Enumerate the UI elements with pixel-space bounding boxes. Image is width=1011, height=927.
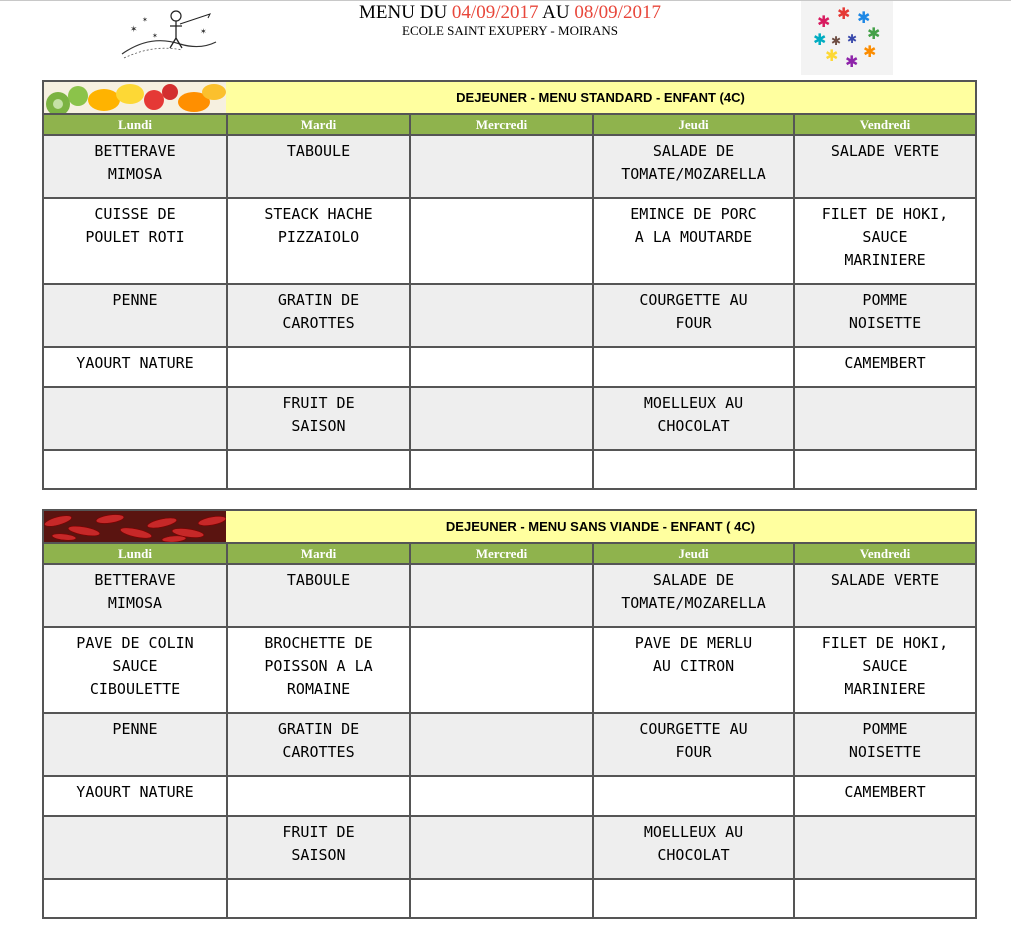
menu-cell — [411, 714, 594, 775]
day-thursday: Jeudi — [594, 115, 795, 134]
table-row — [44, 346, 975, 386]
svg-text:✱: ✱ — [847, 32, 858, 46]
svg-text:✶: ✶ — [130, 25, 138, 35]
page-title — [300, 2, 720, 24]
table-row — [44, 563, 975, 626]
table-row — [44, 626, 975, 712]
little-prince-logo — [120, 4, 218, 66]
table-row — [44, 815, 975, 878]
menu-cell: PAVE DE COLIN SAUCE CIBOULETTE — [44, 628, 228, 712]
menu-cell: BETTERAVE MIMOSA — [44, 136, 228, 197]
menu-banner — [44, 511, 975, 544]
day-header-row — [44, 115, 975, 134]
menu-cell — [795, 817, 975, 878]
menu-cell: TABOULE — [228, 136, 411, 197]
menu-cell — [411, 451, 594, 488]
menu-cell: GRATIN DE CAROTTES — [228, 285, 411, 346]
school-name: ECOLE SAINT EXUPERY - MOIRANS — [402, 23, 618, 38]
table-row — [44, 197, 975, 283]
menu-cell — [795, 388, 975, 449]
menu-cell: SALADE VERTE — [795, 565, 975, 626]
menu-cell: PAVE DE MERLU AU CITRON — [594, 628, 795, 712]
svg-text:✶: ✶ — [142, 16, 148, 24]
menu-cell: EMINCE DE PORC A LA MOUTARDE — [594, 199, 795, 283]
menu-cell: STEACK HACHE PIZZAIOLO — [228, 199, 411, 283]
table-row — [44, 878, 975, 917]
day-monday: Lundi — [44, 544, 228, 563]
menu-cell — [411, 199, 594, 283]
menu-cell: MOELLEUX AU CHOCOLAT — [594, 388, 795, 449]
menu-cell: YAOURT NATURE — [44, 348, 228, 386]
menu-cell: SALADE DE TOMATE/MOZARELLA — [594, 565, 795, 626]
menu-cell: COURGETTE AU FOUR — [594, 285, 795, 346]
menu-cell — [228, 777, 411, 815]
menu-cell: FILET DE HOKI, SAUCE MARINIERE — [821, 205, 949, 269]
day-tuesday: Mardi — [228, 115, 411, 134]
table-row — [44, 386, 975, 449]
day-monday: Lundi — [44, 115, 228, 134]
svg-text:✱: ✱ — [867, 24, 881, 43]
menu-cell — [795, 880, 975, 917]
day-tuesday: Mardi — [228, 544, 411, 563]
menu-cell — [795, 451, 975, 488]
table-row — [44, 775, 975, 815]
menu-cell — [594, 777, 795, 815]
menu-cell — [594, 348, 795, 386]
menu-cell — [411, 880, 594, 917]
svg-text:✱: ✱ — [845, 52, 859, 71]
menu-banner — [44, 82, 975, 115]
fruit-banner-image — [44, 82, 226, 113]
menu-cell — [228, 451, 411, 488]
menu-cell — [44, 451, 228, 488]
menu-cell: CUISSE DE POULET ROTI — [44, 199, 228, 283]
menu-cell: POMME NOISETTE — [795, 714, 975, 775]
menu-cell: COURGETTE AU FOUR — [594, 714, 795, 775]
menu-cell — [411, 136, 594, 197]
menu-cell: BETTERAVE MIMOSA — [44, 565, 228, 626]
svg-text:✱: ✱ — [817, 12, 831, 31]
svg-text:✱: ✱ — [831, 34, 842, 48]
menu-cell — [411, 777, 594, 815]
menu-table-sans-viande — [42, 509, 977, 919]
menu-cell — [411, 285, 594, 346]
menu-title: DEJEUNER - MENU STANDARD - ENFANT (4C) — [456, 90, 745, 105]
day-wednesday: Mercredi — [411, 115, 594, 134]
table-row — [44, 283, 975, 346]
menu-cell — [44, 880, 228, 917]
menu-cell — [411, 565, 594, 626]
menu-cell — [594, 880, 795, 917]
children-circle-logo — [801, 1, 893, 75]
menu-cell: BROCHETTE DE POISSON A LA ROMAINE — [228, 628, 411, 712]
menu-cell: SALADE VERTE — [795, 136, 975, 197]
svg-text:✱: ✱ — [863, 42, 877, 61]
menu-cell: YAOURT NATURE — [44, 777, 228, 815]
svg-text:✱: ✱ — [857, 8, 871, 27]
title-prefix: MENU DU — [359, 2, 452, 23]
svg-text:✶: ✶ — [152, 32, 158, 40]
menu-cell: FRUIT DE SAISON — [228, 388, 411, 449]
menu-cell — [228, 348, 411, 386]
menu-cell: FRUIT DE SAISON — [228, 817, 411, 878]
menu-cell: CAMEMBERT — [844, 354, 926, 372]
menu-cell: POMME NOISETTE — [795, 285, 975, 346]
table-row — [44, 712, 975, 775]
menu-cell: CAMEMBERT — [844, 783, 926, 801]
svg-text:✱: ✱ — [837, 4, 851, 23]
menu-cell — [411, 388, 594, 449]
day-wednesday: Mercredi — [411, 544, 594, 563]
menu-title: DEJEUNER - MENU SANS VIANDE - ENFANT ( 4C) — [445, 519, 756, 534]
menu-cell — [411, 628, 594, 712]
menu-cell — [411, 348, 594, 386]
menu-cell: SALADE DE TOMATE/MOZARELLA — [594, 136, 795, 197]
menu-cell — [594, 451, 795, 488]
svg-text:✶: ✶ — [200, 27, 207, 36]
menu-cell — [228, 880, 411, 917]
date-to: 08/09/2017 — [574, 2, 661, 23]
table-row — [44, 134, 975, 197]
svg-text:✱: ✱ — [813, 30, 827, 49]
day-friday: Vendredi — [795, 115, 975, 134]
title-mid: AU — [538, 2, 575, 23]
menu-cell: FILET DE HOKI, SAUCE MARINIERE — [821, 634, 949, 698]
menu-cell: GRATIN DE CAROTTES — [228, 714, 411, 775]
day-header-row — [44, 544, 975, 563]
menu-cell: MOELLEUX AU CHOCOLAT — [594, 817, 795, 878]
page-header — [0, 0, 1011, 80]
chili-banner-image — [44, 511, 226, 542]
day-thursday: Jeudi — [594, 544, 795, 563]
menu-cell: PENNE — [44, 285, 228, 346]
menu-cell: TABOULE — [228, 565, 411, 626]
menu-cell: PENNE — [44, 714, 228, 775]
svg-text:✱: ✱ — [825, 46, 839, 65]
menu-table-standard — [42, 80, 977, 490]
date-from: 04/09/2017 — [451, 2, 539, 23]
day-friday: Vendredi — [795, 544, 975, 563]
table-row — [44, 449, 975, 488]
menu-cell — [44, 388, 228, 449]
menu-cell — [411, 817, 594, 878]
menu-cell — [44, 817, 228, 878]
